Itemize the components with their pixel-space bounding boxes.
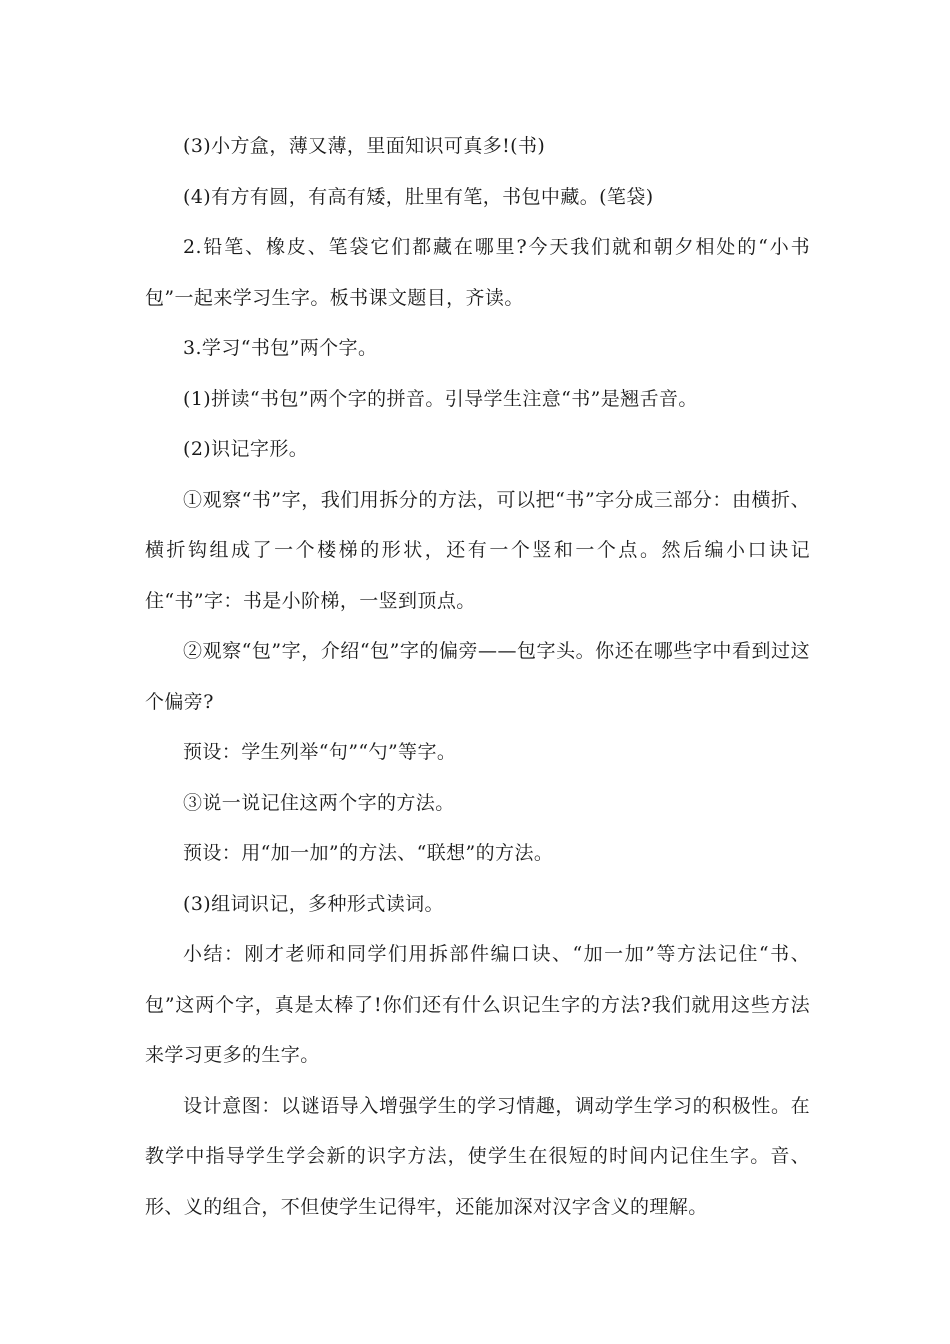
- method-paragraph: ③说一说记住这两个字的方法。: [183, 791, 455, 814]
- substep-2-paragraph: (2)识记字形。: [183, 438, 309, 460]
- riddle-4-paragraph: (4)有方有圆，有高有矮，肚里有笔，书包中藏。(笔袋): [183, 185, 654, 208]
- summary-paragraph: 小结：刚才老师和同学们用拆部件编口诀、“加一加”等方法记住“书、包”这两个字，真是太棒了!你们还有什么识记生字的方法?我们就用这些方法来学习更多的生字。: [145, 943, 810, 1066]
- substep-3-paragraph: (3)组词识记，多种形式读词。: [183, 892, 444, 915]
- riddle-3-paragraph: (3)小方盒，薄又薄，里面知识可真多!(书): [183, 135, 546, 157]
- step-2-paragraph: 2.铅笔、橡皮、笔袋它们都藏在哪里?今天我们就和朝夕相处的“小书包”一起来学习生字。板书课文题目，齐读。: [145, 236, 810, 309]
- preset-2-paragraph: 预设：用“加一加”的方法、“联想”的方法。: [183, 842, 554, 864]
- step-3-paragraph: 3.学习“书包”两个字。: [183, 337, 378, 359]
- observe-shu-paragraph: ①观察“书”字，我们用拆分的方法，可以把“书”字分成三部分：由横折、横折钩组成了一个楼梯的形状，还有一个竖和一个点。然后编小口诀记住“书”字：书是小阶梯，一竖到顶点。: [145, 488, 810, 612]
- observe-bao-paragraph: ②观察“包”字，介绍“包”字的偏旁——包字头。你还在哪些字中看到过这个偏旁?: [145, 640, 810, 713]
- substep-1-paragraph: (1)拼读“书包”两个字的拼音。引导学生注意“书”是翘舌音。: [183, 387, 698, 410]
- preset-1-paragraph: 预设：学生列举“句”“勺”等字。: [183, 741, 457, 763]
- design-intent-paragraph: 设计意图：以谜语导入增强学生的学习情趣，调动学生学习的积极性。在教学中指导学生学会新的识字方法，使学生在很短的时间内记住生字。音、形、义的组合，不但使学生记得牢，还能加深对汉字含义的理解。: [145, 1094, 810, 1218]
